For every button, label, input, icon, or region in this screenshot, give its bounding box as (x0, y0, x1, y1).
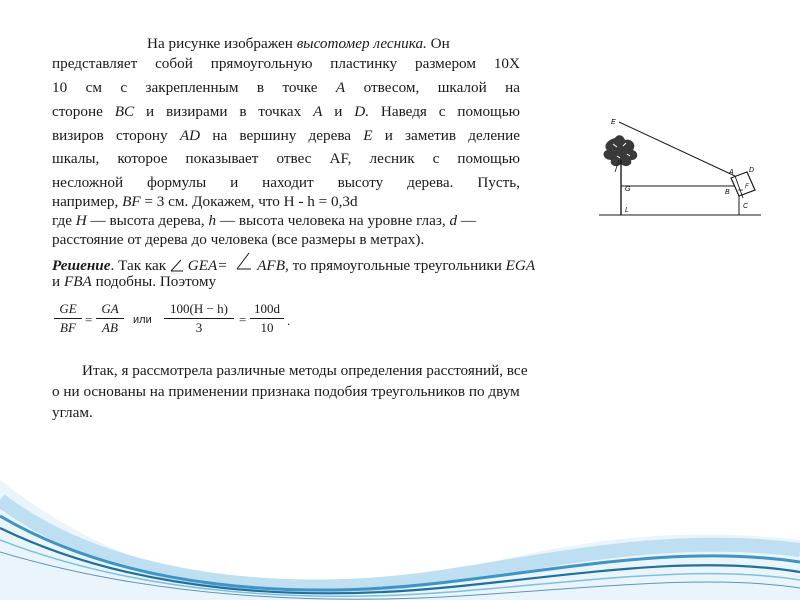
text-span: Он (430, 35, 450, 52)
label-f: F (745, 184, 749, 190)
tree-icon (604, 135, 638, 215)
numerator: GE (59, 301, 77, 316)
text-span: например, (52, 193, 119, 210)
text-span: и заметив деление (384, 127, 521, 144)
fraction-ge-bf (54, 301, 82, 336)
text-span: подобны. Поэтому (95, 273, 217, 290)
text-span: о ни основаны на применении признака подобия треугольников по двум (52, 383, 520, 400)
label-e: E (611, 119, 616, 126)
text-span: отвесом, шкалой на (363, 79, 521, 96)
text-span: = 3 см. Докажем, что H - h = 0,3d (144, 193, 358, 210)
label-d: D (749, 167, 755, 174)
text-span: на вершину дерева (212, 127, 352, 144)
sight-line (619, 122, 735, 176)
triangle-fba: FBA (63, 273, 92, 290)
text-line-9 (52, 212, 476, 230)
var-h-lower: h (208, 212, 217, 229)
text-span: — высота дерева, (90, 212, 205, 229)
text-span: Наведя с помощью (380, 103, 521, 120)
point-e: E (363, 127, 373, 144)
altimeter-diagram (597, 116, 765, 228)
conclusion-line-1 (82, 362, 528, 380)
point-a: A (313, 103, 323, 120)
text-span: Итак, я рассмотрела различные методы определения расстояний, все (82, 362, 528, 379)
segment-bf: BF (122, 193, 141, 210)
fraction-bar (164, 318, 234, 319)
text-line-5 (52, 127, 520, 145)
solution-label: Решение (52, 257, 111, 274)
solution-line-2 (52, 273, 216, 291)
var-h-upper: H (75, 212, 87, 229)
or-word: или (133, 314, 152, 326)
var-d: d (449, 212, 458, 229)
text-line-8 (52, 193, 358, 211)
angle-gea: GEA= (187, 257, 228, 274)
text-span: и визирами в точках (146, 103, 302, 120)
numerator: 100d (254, 301, 280, 316)
point-a: A (335, 79, 346, 96)
denominator: AB (102, 320, 118, 335)
period: . (287, 313, 291, 328)
text-line-3 (52, 79, 520, 97)
text-span: . Так как (110, 257, 167, 274)
text-span: визиров сторону (52, 127, 168, 144)
label-g: G (625, 186, 631, 193)
conclusion-line-3 (52, 404, 93, 422)
fraction-bar (96, 318, 124, 319)
text-span: и (334, 103, 343, 120)
text-span: то прямоугольные треугольники (292, 257, 502, 274)
angle-afb: AFB, (257, 257, 289, 274)
text-span: 10 см с закрепленным в точке (52, 79, 318, 96)
side-ad: AD (179, 127, 201, 144)
triangle-ega: EGA (505, 257, 536, 274)
equals-sign: = (85, 312, 93, 327)
text-line-1 (147, 35, 450, 53)
text-span: шкалы, которое показывает отвес (52, 150, 312, 167)
text-span: представляет собой прямоугольную пластинку размером 10Х (52, 55, 520, 72)
fraction-bar (250, 318, 284, 319)
text-line-6 (52, 150, 520, 168)
formula (54, 301, 304, 343)
side-bc: BC (114, 103, 135, 120)
numerator: GA (101, 301, 119, 316)
denominator: 10 (260, 320, 274, 335)
label-b: B (725, 189, 730, 196)
label-a: A (729, 169, 734, 176)
text-span: стороне (52, 103, 103, 120)
fraction-100-hh-3 (164, 301, 234, 336)
denominator: BF (60, 320, 76, 335)
fraction-ga-ab (96, 301, 124, 336)
text-span: и (52, 273, 61, 290)
text-span: расстояние от дерева до человека (все размеры в метрах). (52, 231, 425, 248)
text-span: — (460, 212, 477, 229)
conclusion-line-2 (52, 383, 520, 401)
angle-icon (235, 252, 253, 270)
equals-sign: = (239, 312, 247, 327)
label-l: L (625, 207, 629, 214)
text-line-2 (52, 55, 520, 73)
text-line-7 (52, 174, 520, 192)
angle-icon (170, 258, 184, 272)
segment-af: AF, (329, 150, 352, 167)
text-span: — высота человека на уровне глаз, (219, 212, 446, 229)
denominator: 3 (195, 320, 203, 335)
fraction-100d-10 (250, 301, 284, 336)
decorative-wave (0, 480, 800, 600)
text-span: углам. (52, 404, 93, 421)
numerator: 100(H − h) (170, 301, 228, 316)
text-line-10 (52, 231, 424, 249)
text-span: На рисунке изображен (147, 35, 293, 52)
fraction-bar (54, 318, 82, 319)
text-span: где (52, 212, 72, 229)
text-span: лесник с помощью (369, 150, 521, 167)
term-altimeter: высотомер лесника. (296, 35, 427, 52)
text-line-4 (52, 103, 520, 121)
solution-line (52, 252, 535, 275)
text-span: несложной формулы и находит высоту дерева. Пусть, (52, 174, 520, 191)
point-d: D. (354, 103, 369, 120)
label-c: C (743, 203, 749, 210)
